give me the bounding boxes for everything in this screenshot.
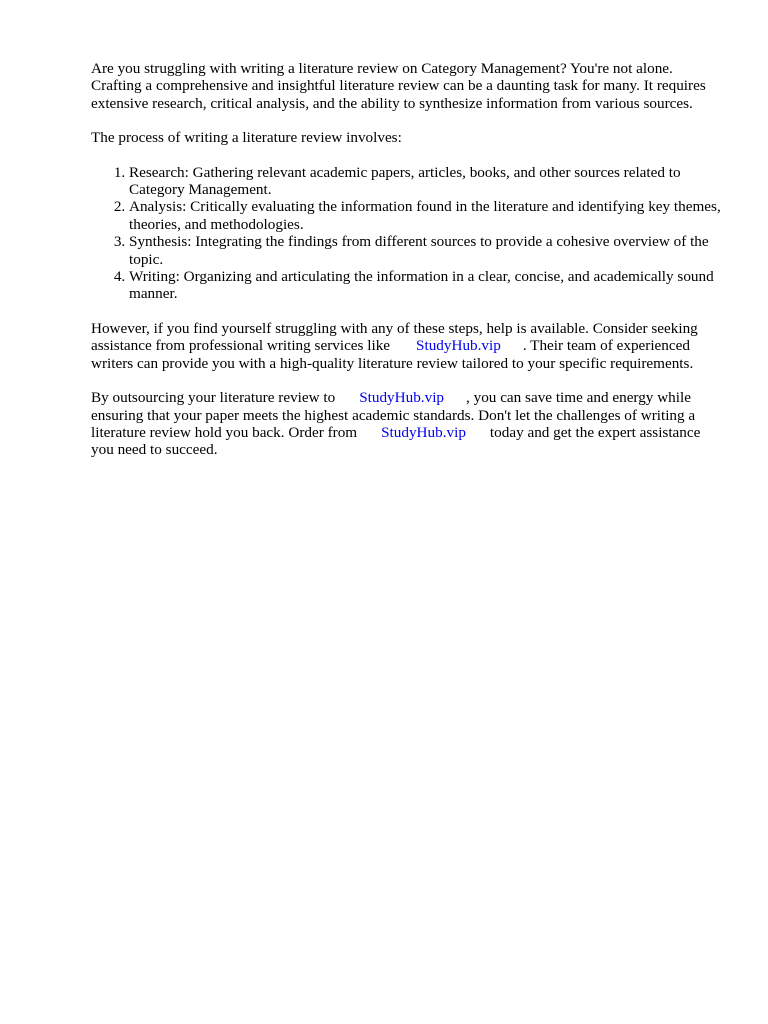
closing-paragraph [91, 389, 723, 459]
help-paragraph [91, 320, 723, 372]
intro-paragraph: Are you struggling with writing a literature review on Category Management? You're not alone. Crafting a comprehensive and insightful literature review can be a daunting task for many. It requires extensive research, critical analysis, and the ability to synthesize information from various sources. [91, 60, 706, 112]
closing-text-part1: By outsourcing your literature review to [91, 389, 336, 407]
closing-text-part2: , you can save time and energy while ensuring that your paper meets the highest academic standards. Don't let the challenges of writing a literature review hold you back. Order from [91, 389, 696, 441]
list-item: 3. Synthesis: Integrating the findings from different sources to provide a cohesive overview of the topic. [129, 233, 723, 268]
studyhub-link[interactable]: StudyHub.vip [381, 423, 466, 441]
process-steps-list [91, 164, 723, 303]
list-item: 4. Writing: Organizing and articulating the information in a clear, concise, and academically sound manner. [129, 268, 723, 303]
closing-text-part3: today and get the expert assistance you need to succeed. [91, 423, 701, 459]
list-item: 1. Research: Gathering relevant academic papers, articles, books, and other sources related to Category Management. [129, 164, 723, 199]
list-item: 2. Analysis: Critically evaluating the information found in the literature and identifying key themes, theories, and methodologies. [129, 198, 723, 233]
process-intro-paragraph: The process of writing a literature review involves: [91, 129, 402, 147]
studyhub-link[interactable]: StudyHub.vip [416, 337, 501, 355]
help-text-before: However, if you find yourself struggling with any of these steps, help is available. Consider seeking assistance from professional writing services like [91, 319, 698, 355]
document-body [91, 60, 723, 476]
studyhub-link[interactable]: StudyHub.vip [359, 389, 445, 407]
help-text-after: . Their team of experienced writers can provide you with a high-quality literature review tailored to your specific requirements. [91, 337, 694, 372]
